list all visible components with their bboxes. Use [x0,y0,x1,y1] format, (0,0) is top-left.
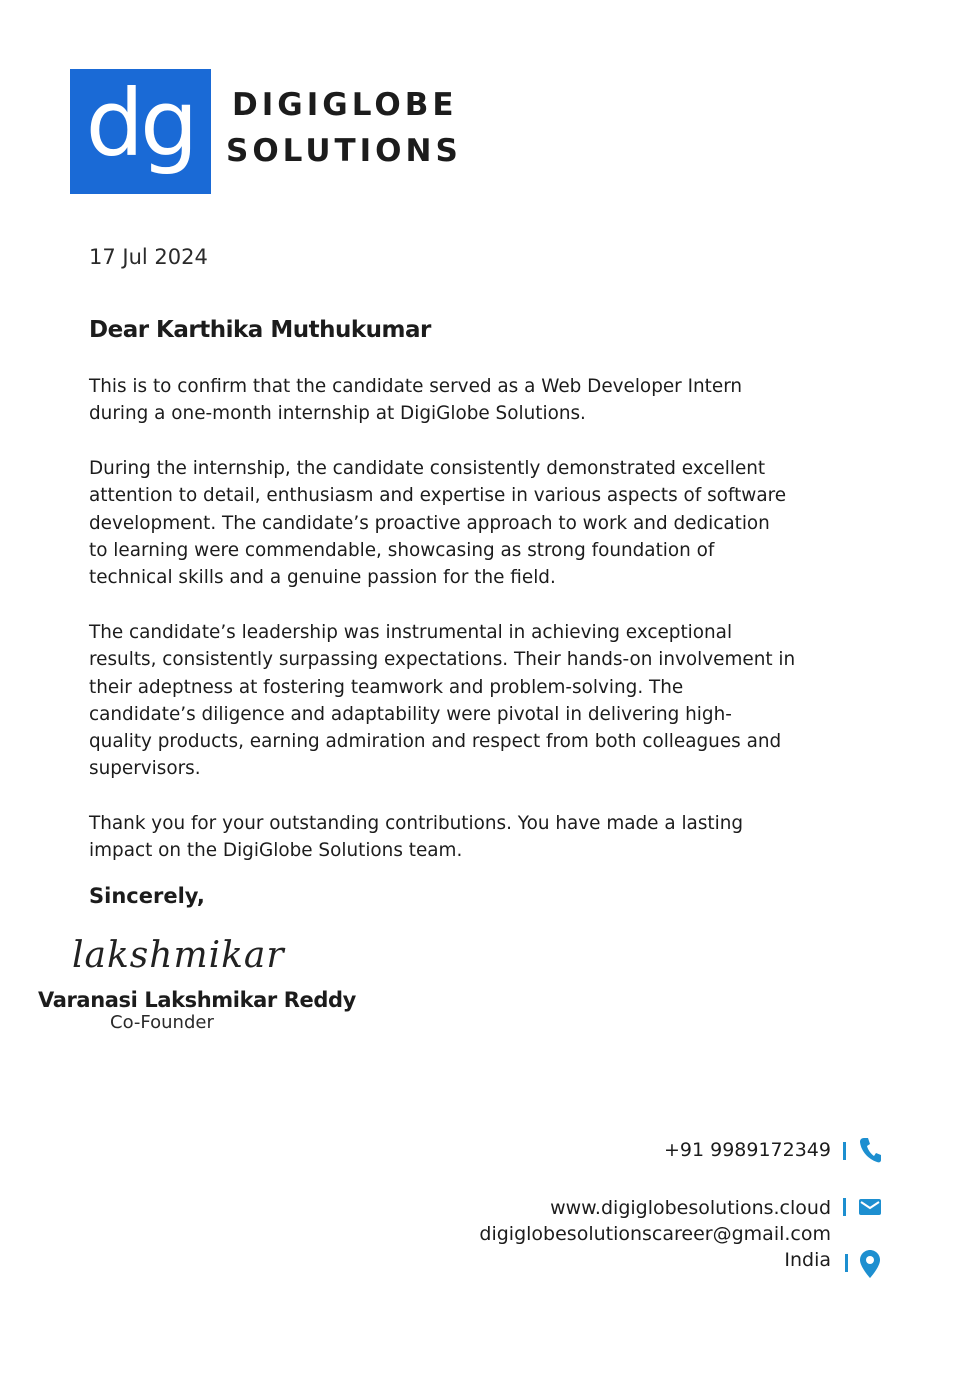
contact-email[interactable]: digiglobesolutionscareer@gmail.com [479,1223,831,1245]
contact-phone[interactable]: +91 9989172349 [663,1139,831,1161]
signer-name: Varanasi Lakshmikar Reddy [38,988,356,1012]
company-name-line1: DIGIGLOBE [232,87,458,123]
separator-bar [843,1142,846,1160]
company-logo [70,69,211,194]
salutation: Dear Karthika Muthukumar [89,317,431,343]
contact-website[interactable]: www.digiglobesolutions.cloud [550,1197,831,1219]
separator-bar [843,1198,846,1216]
contact-country: India [784,1249,831,1271]
separator-bar [845,1254,848,1272]
paragraph-confirmation: This is to confirm that the candidate served as a Web Developer Intern during a one-month internship at DigiGlobe Solutions. [89,376,743,425]
phone-icon [859,1137,881,1163]
company-name [226,82,462,174]
company-name-line2: SOLUTIONS [226,133,462,169]
logo-text: dg [85,70,195,177]
paragraph-performance: During the internship, the candidate consistently demonstrated excellent attention to detail, enthusiasm and expertise in various aspects of software development. The candidate’s proactive approach to work and dedication to learning were commendable, showcasing as strong foundation of technical skills and a genuine passion for the field. [89,458,787,589]
handwritten-signature: lakshmikar [72,935,285,976]
paragraph-thanks: Thank you for your outstanding contributions. You have made a lasting impact on the DigiGlobe Solutions team. [89,813,744,862]
signer-title: Co-Founder [110,1012,214,1033]
location-pin-icon [860,1250,880,1278]
closing: Sincerely, [89,884,205,908]
letter-date: 17 Jul 2024 [89,245,208,269]
paragraph-leadership: The candidate’s leadership was instrumental in achieving exceptional results, consistently surpassing expectations. Their hands-on involvement in their adeptness at fostering teamwork and problem-solving. The candidate’s diligence and adaptability were pivotal in delivering high- quality products, earning admiration and respect from both colleagues and supervisors. [89,622,796,780]
mail-icon [859,1199,881,1215]
dg-logo-mark [70,69,211,194]
